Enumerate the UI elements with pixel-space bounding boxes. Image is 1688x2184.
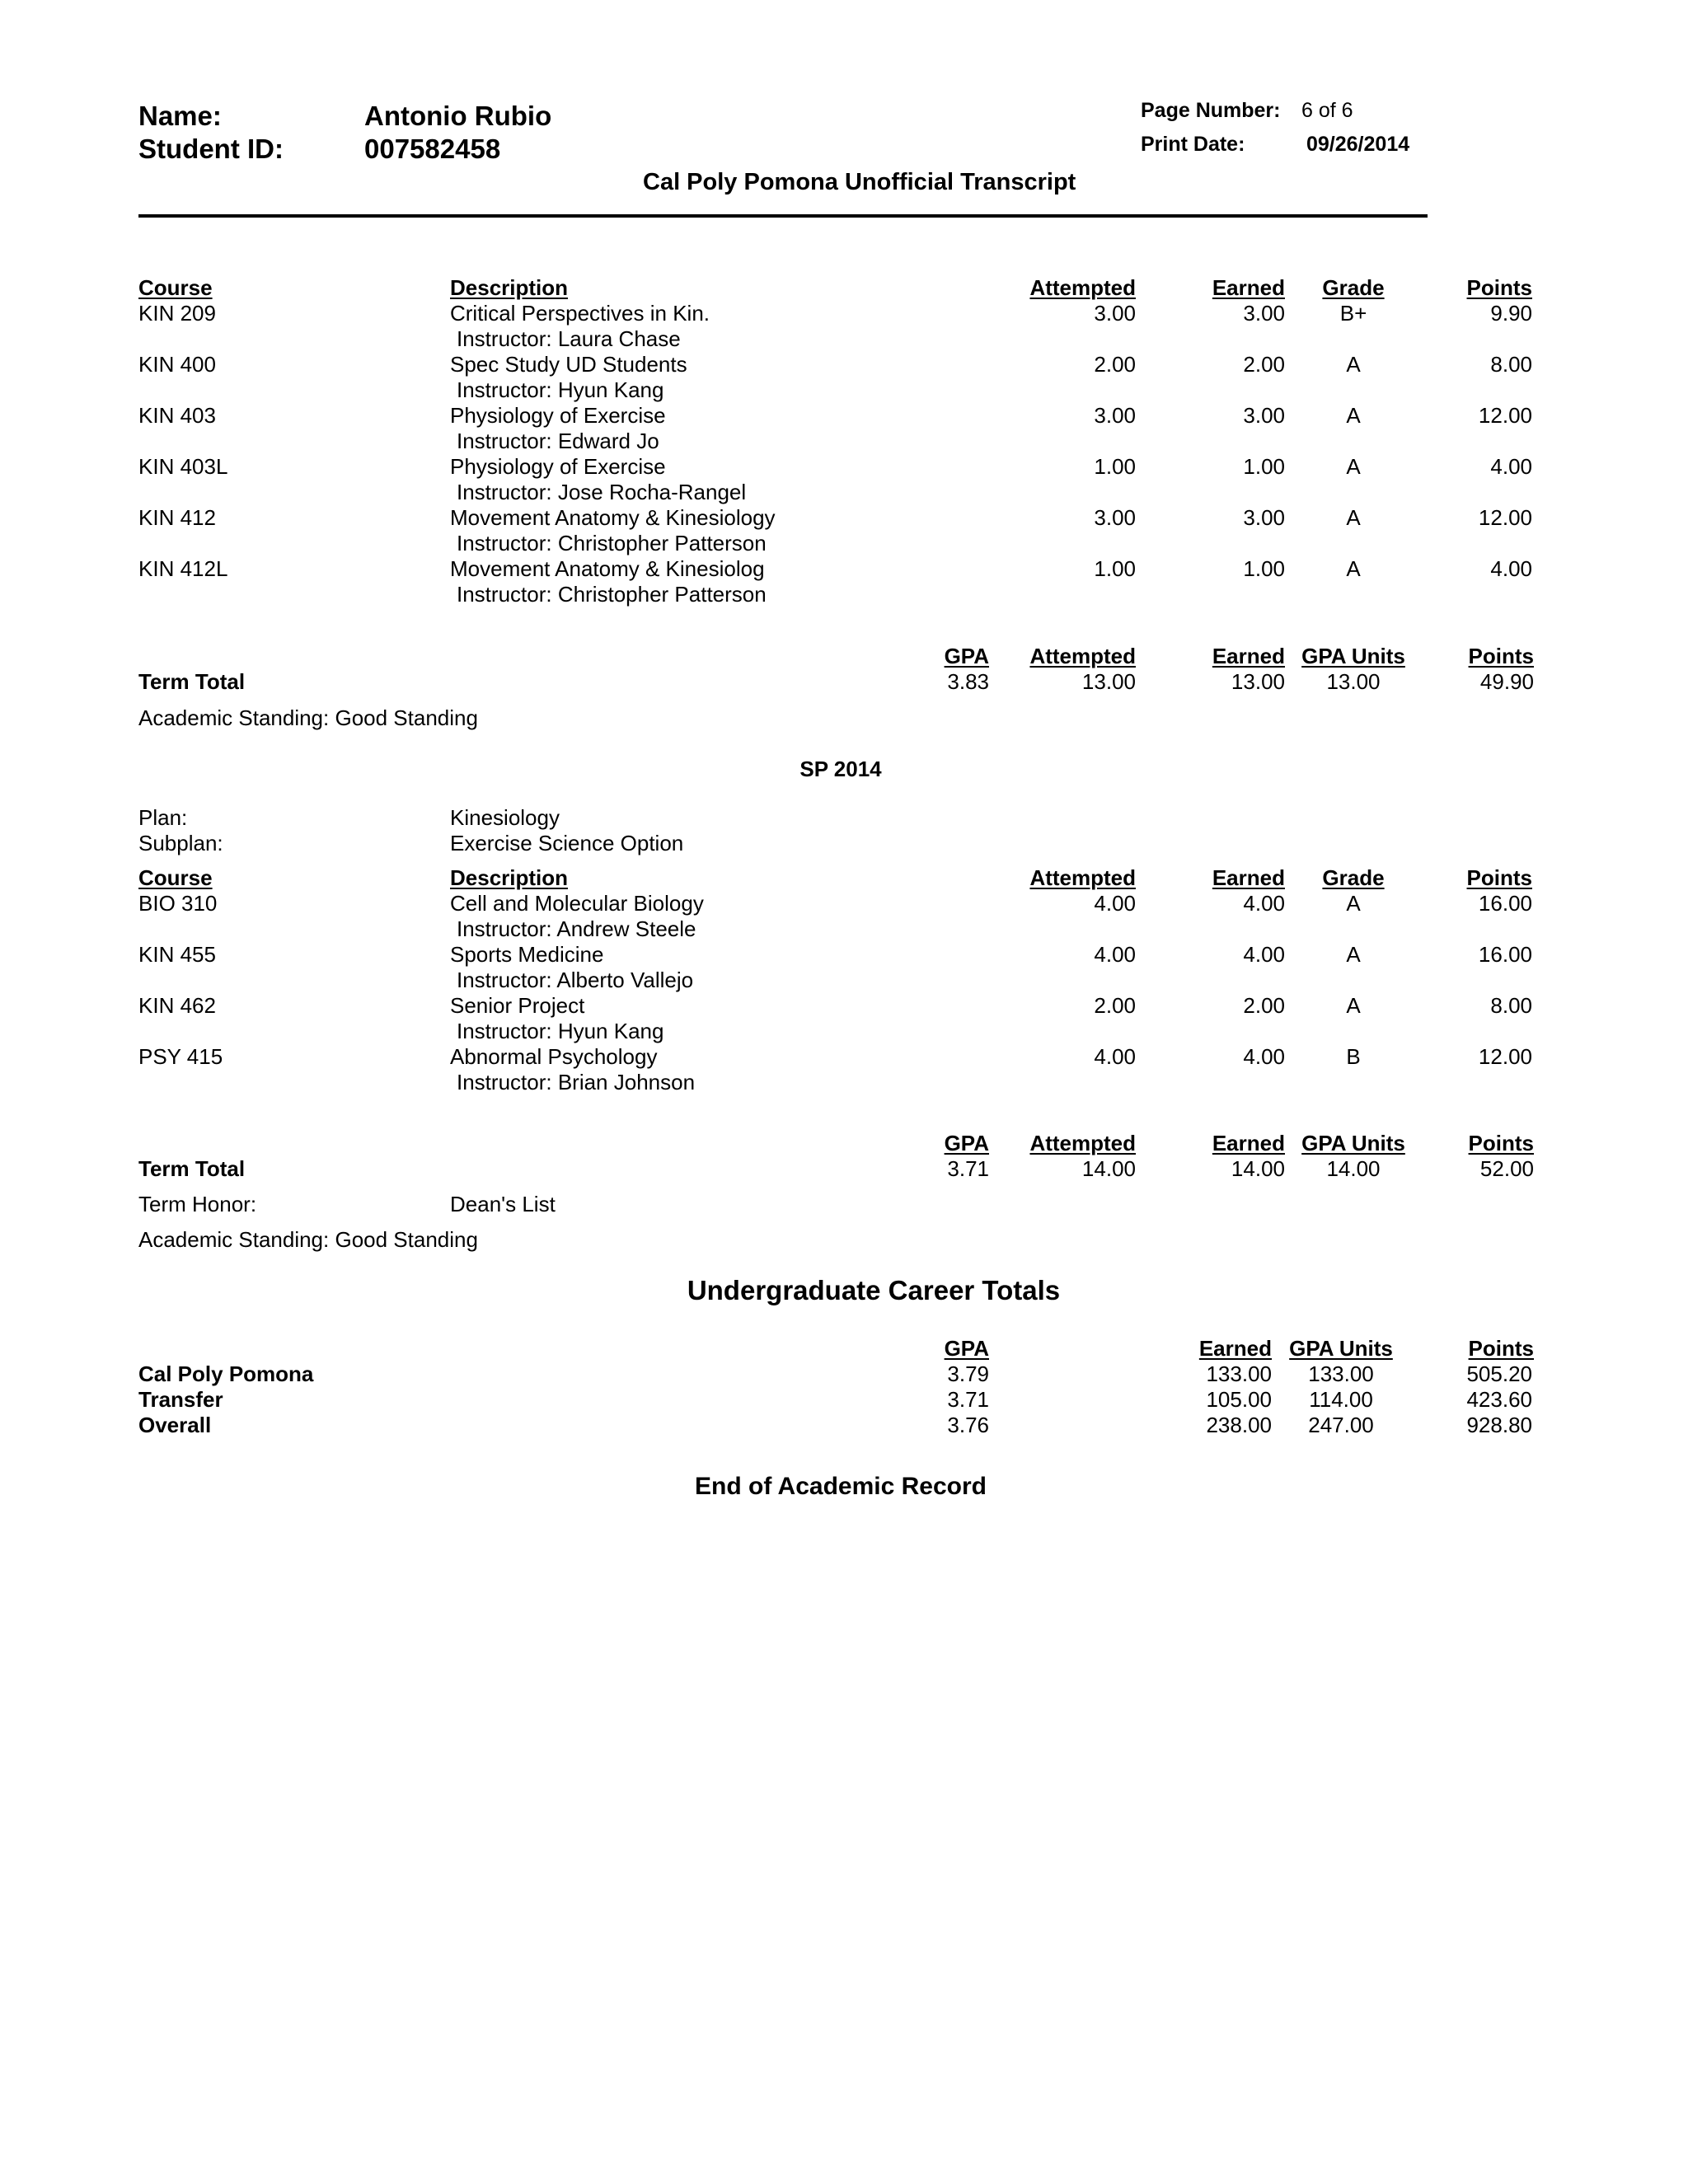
course-grade: A — [1346, 454, 1361, 479]
term-total-label: Term Total — [138, 1156, 246, 1181]
course-code: KIN 403L — [138, 454, 228, 479]
course-points: 16.00 — [1478, 942, 1532, 967]
course-attempted: 1.00 — [1094, 454, 1136, 479]
course-grade: A — [1346, 505, 1361, 530]
course-earned: 4.00 — [1243, 1044, 1285, 1069]
col-attempted-header: Attempted — [1029, 865, 1136, 890]
course-points: 16.00 — [1478, 891, 1532, 916]
term-total-attempted: 13.00 — [1081, 669, 1136, 694]
total-gpa-units-header: GPA Units — [1301, 644, 1405, 668]
career-earned-header: Earned — [1198, 1336, 1272, 1361]
course-attempted: 2.00 — [1094, 993, 1136, 1018]
course-grade: B+ — [1339, 301, 1367, 326]
career-row-gpa-units: 133.00 — [1308, 1361, 1374, 1386]
course-instructor: Instructor: Laura Chase — [457, 326, 681, 351]
term-total-gpa: 3.83 — [947, 669, 989, 694]
course-instructor: Instructor: Jose Rocha-Rangel — [457, 480, 747, 504]
course-code: KIN 455 — [138, 942, 216, 967]
course-description: Senior Project — [450, 993, 585, 1018]
course-instructor: Instructor: Hyun Kang — [457, 1019, 664, 1043]
col-grade-header: Grade — [1322, 275, 1385, 300]
career-row-gpa: 3.76 — [947, 1413, 989, 1437]
term-total-earned: 13.00 — [1231, 669, 1285, 694]
student-id-label: Student ID: — [138, 134, 284, 164]
course-code: KIN 412L — [138, 556, 228, 581]
term-total-attempted: 14.00 — [1081, 1156, 1136, 1181]
col-attempted-header: Attempted — [1029, 275, 1136, 300]
course-attempted: 4.00 — [1094, 942, 1136, 967]
total-attempted-header: Attempted — [1029, 644, 1136, 668]
plan-value: Kinesiology — [450, 805, 560, 830]
course-earned: 3.00 — [1243, 301, 1285, 326]
subplan-value: Exercise Science Option — [450, 831, 684, 855]
course-code: KIN 400 — [138, 352, 216, 377]
course-grade: A — [1346, 352, 1361, 377]
total-gpa-header: GPA — [944, 644, 989, 668]
course-instructor: Instructor: Andrew Steele — [457, 916, 696, 941]
total-points-header: Points — [1468, 1131, 1534, 1155]
course-points: 12.00 — [1478, 1044, 1532, 1069]
total-gpa-header: GPA — [944, 1131, 989, 1155]
course-description: Physiology of Exercise — [450, 403, 666, 428]
course-attempted: 3.00 — [1094, 403, 1136, 428]
course-instructor: Instructor: Christopher Patterson — [457, 531, 767, 555]
career-row-label: Cal Poly Pomona — [138, 1361, 314, 1386]
course-grade: A — [1346, 993, 1361, 1018]
term-total-label: Term Total — [138, 669, 246, 694]
course-points: 9.90 — [1490, 301, 1532, 326]
course-attempted: 4.00 — [1094, 1044, 1136, 1069]
course-attempted: 3.00 — [1094, 505, 1136, 530]
total-earned-header: Earned — [1212, 1131, 1285, 1155]
course-attempted: 3.00 — [1094, 301, 1136, 326]
term-total-earned: 14.00 — [1231, 1156, 1285, 1181]
total-points-header: Points — [1468, 644, 1534, 668]
course-code: KIN 209 — [138, 301, 216, 326]
course-earned: 4.00 — [1243, 942, 1285, 967]
course-attempted: 4.00 — [1094, 891, 1136, 916]
course-code: BIO 310 — [138, 891, 218, 916]
course-grade: A — [1346, 942, 1361, 967]
career-row-gpa: 3.71 — [947, 1387, 989, 1412]
career-gpa-header: GPA — [944, 1336, 989, 1361]
col-description-header: Description — [450, 275, 569, 300]
total-gpa-units-header: GPA Units — [1301, 1131, 1405, 1155]
course-description: Physiology of Exercise — [450, 454, 666, 479]
course-grade: A — [1346, 403, 1361, 428]
col-points-header: Points — [1466, 865, 1532, 890]
course-description: Cell and Molecular Biology — [450, 891, 704, 916]
page-number-label: Page Number: — [1141, 99, 1281, 122]
course-description: Movement Anatomy & Kinesiology — [450, 505, 776, 530]
term-honor-label: Term Honor: — [138, 1192, 257, 1216]
career-points-header: Points — [1468, 1336, 1534, 1361]
course-description: Spec Study UD Students — [450, 352, 687, 377]
col-grade-header: Grade — [1322, 865, 1385, 890]
career-row-points: 505.20 — [1466, 1361, 1532, 1386]
course-attempted: 2.00 — [1094, 352, 1136, 377]
course-instructor: Instructor: Brian Johnson — [457, 1070, 696, 1094]
academic-standing: Academic Standing: Good Standing — [138, 705, 478, 730]
name-label: Name: — [138, 101, 222, 131]
col-course-header: Course — [138, 865, 213, 890]
print-date-label: Print Date: — [1141, 133, 1245, 156]
header-divider — [138, 214, 1428, 218]
course-grade: A — [1346, 556, 1361, 581]
career-row-points: 928.80 — [1466, 1413, 1532, 1437]
career-row-label: Overall — [138, 1413, 212, 1437]
career-totals-title: Undergraduate Career Totals — [687, 1275, 1061, 1305]
student-id: 007582458 — [364, 134, 501, 164]
course-points: 12.00 — [1478, 505, 1532, 530]
term-total-gpa: 3.71 — [947, 1156, 989, 1181]
term-total-gpa-units: 13.00 — [1326, 669, 1381, 694]
course-earned: 2.00 — [1243, 993, 1285, 1018]
course-attempted: 1.00 — [1094, 556, 1136, 581]
course-grade: A — [1346, 891, 1361, 916]
course-description: Abnormal Psychology — [450, 1044, 658, 1069]
academic-standing: Academic Standing: Good Standing — [138, 1227, 478, 1252]
course-points: 12.00 — [1478, 403, 1532, 428]
career-row-points: 423.60 — [1466, 1387, 1532, 1412]
course-instructor: Instructor: Hyun Kang — [457, 377, 664, 402]
col-earned-header: Earned — [1212, 275, 1285, 300]
course-description: Critical Perspectives in Kin. — [450, 301, 710, 326]
career-row-label: Transfer — [138, 1387, 223, 1412]
course-description: Movement Anatomy & Kinesiolog — [450, 556, 765, 581]
course-code: PSY 415 — [138, 1044, 223, 1069]
page-number-value: 6 of 6 — [1301, 99, 1353, 122]
term-total-gpa-units: 14.00 — [1326, 1156, 1381, 1181]
end-of-record: End of Academic Record — [695, 1473, 987, 1500]
course-code: KIN 403 — [138, 403, 216, 428]
course-points: 8.00 — [1490, 993, 1532, 1018]
course-earned: 3.00 — [1243, 403, 1285, 428]
total-earned-header: Earned — [1212, 644, 1285, 668]
plan-label: Plan: — [138, 805, 188, 830]
course-code: KIN 412 — [138, 505, 216, 530]
col-description-header: Description — [450, 865, 569, 890]
career-row-gpa-units: 247.00 — [1308, 1413, 1374, 1437]
course-code: KIN 462 — [138, 993, 216, 1018]
course-instructor: Instructor: Alberto Vallejo — [457, 968, 694, 992]
subplan-label: Subplan: — [138, 831, 223, 855]
term-total-points: 52.00 — [1479, 1156, 1534, 1181]
course-points: 4.00 — [1490, 454, 1532, 479]
career-row-earned: 238.00 — [1206, 1413, 1272, 1437]
course-earned: 4.00 — [1243, 891, 1285, 916]
print-date-value: 09/26/2014 — [1306, 133, 1410, 156]
career-gpa-units-header: GPA Units — [1289, 1336, 1393, 1361]
career-row-gpa-units: 114.00 — [1309, 1387, 1373, 1412]
student-name: Antonio Rubio — [364, 101, 552, 131]
course-points: 4.00 — [1490, 556, 1532, 581]
term-name: SP 2014 — [799, 757, 882, 781]
course-earned: 2.00 — [1243, 352, 1285, 377]
col-course-header: Course — [138, 275, 213, 300]
course-earned: 1.00 — [1243, 454, 1285, 479]
course-instructor: Instructor: Edward Jo — [457, 429, 659, 453]
page-title: Cal Poly Pomona Unofficial Transcript — [643, 169, 1076, 195]
career-row-earned: 105.00 — [1206, 1387, 1272, 1412]
term-total-points: 49.90 — [1479, 669, 1534, 694]
course-earned: 1.00 — [1243, 556, 1285, 581]
course-earned: 3.00 — [1243, 505, 1285, 530]
total-attempted-header: Attempted — [1029, 1131, 1136, 1155]
course-description: Sports Medicine — [450, 942, 604, 967]
term-honor-value: Dean's List — [450, 1192, 556, 1216]
career-row-earned: 133.00 — [1206, 1361, 1272, 1386]
col-points-header: Points — [1466, 275, 1532, 300]
course-instructor: Instructor: Christopher Patterson — [457, 582, 767, 607]
course-points: 8.00 — [1490, 352, 1532, 377]
col-earned-header: Earned — [1212, 865, 1285, 890]
career-row-gpa: 3.79 — [947, 1361, 989, 1386]
course-grade: B — [1346, 1044, 1361, 1069]
